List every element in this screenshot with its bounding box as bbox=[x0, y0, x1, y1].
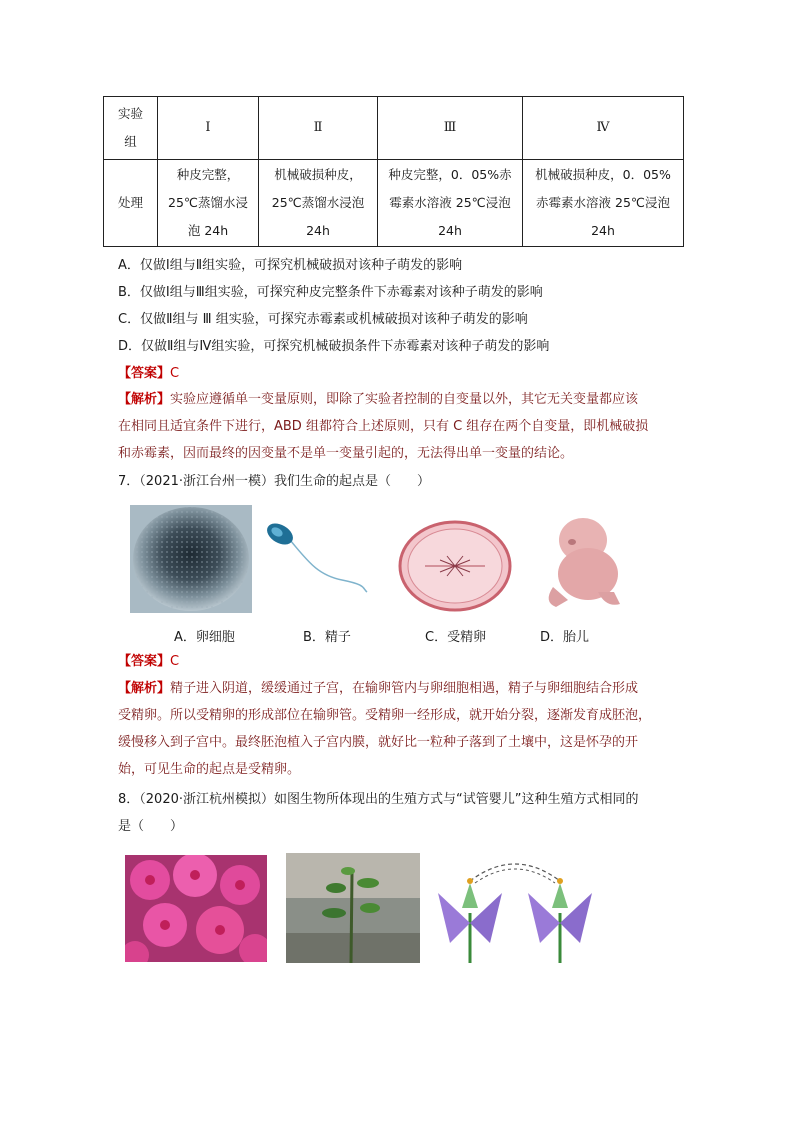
sperm-image bbox=[262, 520, 372, 595]
q7-option-d: D．胎儿 bbox=[540, 630, 590, 645]
egg-cell-image bbox=[130, 505, 252, 613]
q7-answer: 【答案】C bbox=[118, 654, 180, 669]
table-row bbox=[104, 160, 684, 247]
fetus-image bbox=[528, 512, 640, 614]
orchid-image bbox=[125, 855, 267, 962]
table-header-row bbox=[104, 97, 684, 160]
table-col-1: Ⅰ bbox=[158, 97, 259, 160]
q7-option-a: A．卵细胞 bbox=[174, 630, 235, 645]
q7-stem: 7．（2021·浙江台州一模）我们生命的起点是（ ） bbox=[118, 474, 430, 489]
q6-option-b: B．仅做Ⅰ组与Ⅲ组实验，可探究种皮完整条件下赤霉素对该种子萌发的影响 bbox=[118, 285, 543, 300]
plant-cutting-image bbox=[286, 853, 420, 963]
q6-explanation: 【解析】实验应遵循单一变量原则，即除了实验者控制的自变量以外，其它无关变量都应该 在相同且适宜条件下进行，ABD 组都符合上述原则，只有 C 组存在两个自变量，即机械破损 和赤霉素，因而最终的因变量不是单一变量引起的，无法得出单一变量的结论。 bbox=[118, 392, 649, 461]
q7-option-c: C．受精卵 bbox=[425, 630, 487, 645]
table-cell: 种皮完整， 25℃蒸馏水浸 泡 24h bbox=[158, 160, 259, 247]
table-col-2: Ⅱ bbox=[259, 97, 378, 160]
q6-answer: 【答案】C bbox=[118, 366, 180, 381]
pollination-image bbox=[430, 853, 602, 968]
table-cell: 机械破损种皮，0．05% 赤霉素水溶液 25℃浸泡 24h bbox=[523, 160, 684, 247]
q6-option-a: A．仅做Ⅰ组与Ⅱ组实验，可探究机械破损对该种子萌发的影响 bbox=[118, 258, 463, 273]
q6-option-c: C．仅做Ⅱ组与 Ⅲ 组实验，可探究赤霉素或机械破损对该种子萌发的影响 bbox=[118, 312, 528, 327]
table-row-label: 处理 bbox=[104, 160, 158, 247]
table-col-3: Ⅲ bbox=[378, 97, 523, 160]
table-cell: 机械破损种皮， 25℃蒸馏水浸泡 24h bbox=[259, 160, 378, 247]
table-header-label: 实验 组 bbox=[104, 97, 158, 160]
experiment-table bbox=[103, 96, 684, 247]
q7-explanation: 【解析】精子进入阴道，缓缓通过子宫，在输卵管内与卵细胞相遇，精子与卵细胞结合形成 受精卵。所以受精卵的形成部位在输卵管。受精卵一经形成，就开始分裂，逐渐发育成胚泡， 缓慢移入到子宫中。最终胚泡植入子宫内膜，就好比一粒种子落到了土壤中，这是怀孕的开 始，可见生命的起点是受精卵。 bbox=[118, 681, 652, 777]
table-col-4: Ⅳ bbox=[523, 97, 684, 160]
table-cell: 种皮完整，0．05%赤 霉素水溶液 25℃浸泡 24h bbox=[378, 160, 523, 247]
q7-option-b: B．精子 bbox=[303, 630, 351, 645]
zygote-image bbox=[395, 518, 515, 614]
q6-option-d: D．仅做Ⅱ组与Ⅳ组实验，可探究机械破损条件下赤霉素对该种子萌发的影响 bbox=[118, 339, 550, 354]
q8-stem: 8．（2020·浙江杭州模拟）如图生物所体现出的生殖方式与“试管婴儿”这种生殖方式相同的 是（ ） bbox=[118, 792, 639, 834]
